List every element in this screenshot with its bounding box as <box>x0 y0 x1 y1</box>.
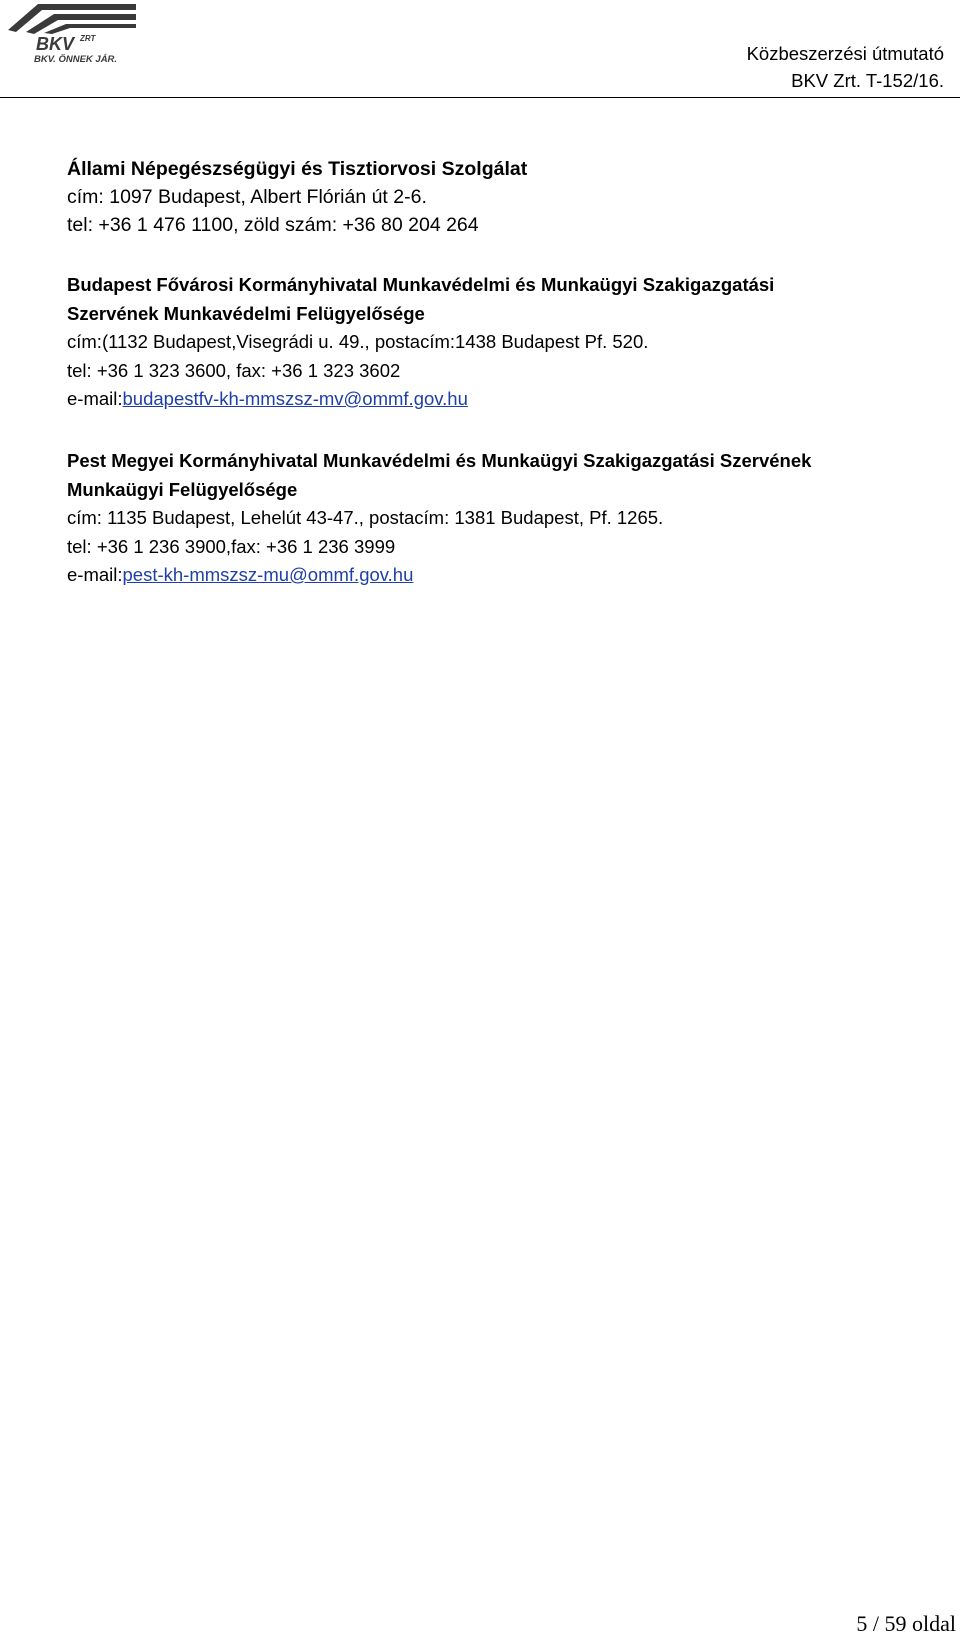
email-label: e-mail: <box>67 388 123 409</box>
block-title: Állami Népegészségügyi és Tisztiorvosi Szolgálat <box>67 158 528 180</box>
header-doc-info <box>747 40 944 94</box>
block-title-line2: Munkaügyi Felügyelősége <box>67 478 298 500</box>
doc-code: BKV Zrt. T-152/16. <box>791 70 944 91</box>
contact-block-budapest <box>67 271 774 414</box>
contact-block-antsz <box>67 155 527 239</box>
block-phone: tel: +36 1 476 1100, zöld szám: +36 80 204 264 <box>67 214 479 236</box>
block-email-line <box>67 385 774 414</box>
block-phone: tel: +36 1 236 3900,fax: +36 1 236 3999 <box>67 535 396 557</box>
logo-text: BKV <box>36 34 75 54</box>
block-address: cím: 1097 Budapest, Albert Flórián út 2-6. <box>67 186 427 208</box>
bkv-logo <box>4 0 140 68</box>
email-label: e-mail: <box>67 564 123 585</box>
logo-slogan: BKV. ÖNNEK JÁR. <box>34 54 118 65</box>
logo-sup: ZRT <box>80 34 96 43</box>
block-address: cím:(1132 Budapest,Visegrádi u. 49., postacím:1438 Budapest Pf. 520. <box>67 331 649 352</box>
email-link[interactable]: pest-kh-mmszsz-mu@ommf.gov.hu <box>122 564 414 585</box>
block-title-line1: Budapest Fővárosi Kormányhivatal Munkavédelmi és Munkaügyi Szakigazgatási <box>67 274 775 295</box>
block-title-line1: Pest Megyei Kormányhivatal Munkavédelmi és Munkaügyi Szakigazgatási Szervének <box>67 450 812 471</box>
block-address: cím: 1135 Budapest, Lehelút 43-47., postacím: 1381 Budapest, Pf. 1265. <box>67 507 664 528</box>
email-link[interactable]: budapestfv-kh-mmszsz-mv@ommf.gov.hu <box>122 388 468 409</box>
page-number: 5 / 59 oldal <box>856 1611 956 1636</box>
header-divider <box>0 97 960 98</box>
block-title-line2: Szervének Munkavédelmi Felügyelősége <box>67 302 425 324</box>
page-header <box>0 0 960 99</box>
block-phone: tel: +36 1 323 3600, fax: +36 1 323 3602 <box>67 359 401 381</box>
bkv-logo-icon <box>4 0 140 68</box>
block-email-line <box>67 561 811 590</box>
contact-block-pest <box>67 447 811 590</box>
doc-title: Közbeszerzési útmutató <box>746 43 944 64</box>
